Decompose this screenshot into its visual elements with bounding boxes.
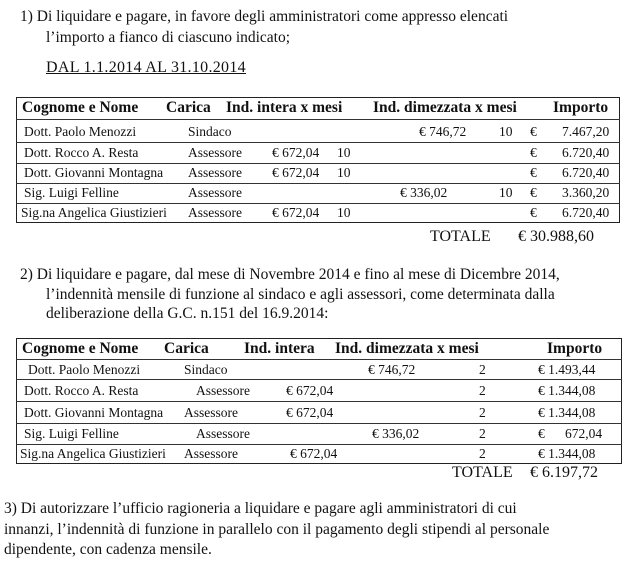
table1-row2-full-months: 10 (337, 145, 351, 160)
table2-row3-full: € 672,04 (286, 405, 334, 420)
table1-row5-currency: € (530, 205, 537, 220)
table2-row-divider (16, 401, 622, 402)
table1-row5-name: Sig.na Angelica Giustizieri (21, 205, 167, 220)
table2-row4-months: 2 (479, 426, 486, 441)
table2-row3-amount: € 1.344,08 (538, 405, 596, 420)
section3-line1: 3) Di autorizzare l’ufficio ragioneria a liquidare e pagare agli amministratori di cui (4, 500, 517, 517)
table2-row1-role: Sindaco (184, 362, 228, 377)
section3-line3: dipendente, con cadenza mensile. (4, 541, 212, 558)
table1-row3-amount: 6.720,40 (562, 165, 610, 180)
table1-row-divider (16, 203, 620, 204)
section2-line1: 2) Di liquidare e pagare, dal mese di Novembre 2014 e fino al mese di Dicembre 2014, (20, 266, 560, 283)
table2-row4-role: Assessore (196, 426, 250, 441)
table2-row2-name: Dott. Rocco A. Resta (24, 383, 139, 398)
table1-row2-currency: € (530, 145, 537, 160)
table1-row3-name: Dott. Giovanni Montagna (24, 165, 164, 180)
table2-row4-amount: € 672,04 (538, 426, 603, 441)
table1-header-half: Ind. dimezzata x mesi (373, 99, 517, 116)
table1-row1-half-months: 10 (499, 124, 513, 139)
table1-row4-half-months: 10 (499, 185, 513, 200)
table1-row4-half: € 336,02 (400, 185, 448, 200)
table2-row5-name: Sig.na Angelica Giustizieri (20, 446, 166, 461)
table2-row2-full: € 672,04 (286, 383, 334, 398)
table2-total-value: € 6.197,72 (530, 464, 598, 481)
table2-header-role: Carica (164, 340, 209, 357)
table1-header-divider (16, 119, 620, 120)
table1-row-divider (16, 142, 620, 143)
table1-row5-full-months: 10 (337, 205, 351, 220)
table1-row2-name: Dott. Rocco A. Resta (24, 145, 139, 160)
table2-header-amount: Importo (547, 340, 603, 357)
table1-row4-name: Sig. Luigi Felline (24, 185, 119, 200)
section1-line2: l’importo a fianco di ciascuno indicato; (46, 29, 291, 46)
table1-header-full: Ind. intera x mesi (226, 99, 343, 116)
table1-row5-amount: 6.720,40 (562, 205, 610, 220)
table2-row5-full: € 672,04 (290, 446, 338, 461)
table1-row-divider (16, 183, 620, 184)
table1-row1-half: € 746,72 (419, 124, 467, 139)
table2-total-label: TOTALE (452, 464, 513, 481)
table2-row4-name: Sig. Luigi Felline (24, 426, 119, 441)
table2-row-divider (16, 379, 622, 380)
table1-row1-amount: 7.467,20 (562, 124, 610, 139)
table1-header-name: Cognome e Nome (22, 99, 139, 116)
table1-row2-full: € 672,04 (272, 145, 320, 160)
section1-period: DAL 1.1.2014 AL 31.10.2014 (46, 59, 246, 76)
table1-header-role: Carica (166, 99, 211, 116)
table2-row3-name: Dott. Giovanni Montagna (24, 405, 164, 420)
table2-row2-months: 2 (479, 383, 486, 398)
table2-header-divider (16, 359, 622, 360)
table2-header-name: Cognome e Nome (22, 340, 139, 357)
table1-row4-role: Assessore (188, 185, 242, 200)
table1-row1-name: Dott. Paolo Menozzi (24, 124, 137, 139)
table1-row4-currency: € (530, 185, 537, 200)
table1-row3-role: Assessore (188, 165, 242, 180)
section3-line2: innanzi, l’indennità di funzione in parallelo con il pagamento degli stipendi al personale (4, 521, 550, 538)
table1-row3-currency: € (530, 165, 537, 180)
section2-line2: l’indennità mensile di funzione al sindaco e agli assessori, come determinata dalla (46, 286, 555, 303)
table2-row2-role: Assessore (196, 383, 250, 398)
table1-row2-amount: 6.720,40 (562, 145, 610, 160)
table2-row1-half: € 746,72 (368, 362, 416, 377)
table2-row2-amount: € 1.344,08 (538, 383, 596, 398)
table1-row2-role: Assessore (188, 145, 242, 160)
table2-row4-half: € 336,02 (372, 426, 420, 441)
table2-row3-months: 2 (479, 405, 486, 420)
table2-header-full: Ind. intera (244, 340, 315, 357)
table2-row1-name: Dott. Paolo Menozzi (28, 362, 141, 377)
table1-row5-role: Assessore (188, 205, 242, 220)
table2-row5-months: 2 (479, 446, 486, 461)
table2-row5-role: Assessore (184, 446, 238, 461)
table1-row3-full-months: 10 (337, 165, 351, 180)
table1-row3-full: € 672,04 (272, 165, 320, 180)
table1-total-value: € 30.988,60 (518, 228, 594, 245)
table2-row5-amount: € 1.344,08 (538, 446, 596, 461)
table1-row1-role: Sindaco (188, 124, 232, 139)
table2-row1-amount: € 1.493,44 (538, 362, 596, 377)
table2-header-half: Ind. dimezzata x mesi (335, 340, 479, 357)
table2-row1-months: 2 (479, 362, 486, 377)
table1-row5-full: € 672,04 (272, 205, 320, 220)
section2-line3: deliberazione della G.C. n.151 del 16.9.2014: (46, 305, 329, 322)
table2-row3-role: Assessore (184, 405, 238, 420)
table1-row-divider (16, 163, 620, 164)
table2-row-divider (16, 444, 622, 445)
table1-header-amount: Importo (553, 99, 609, 116)
table1-total-label: TOTALE (430, 228, 491, 245)
table1-row1-currency: € (530, 124, 537, 139)
table2-row-divider (16, 423, 622, 424)
table1-row4-amount: 3.360,20 (562, 185, 610, 200)
section1-line1: 1) Di liquidare e pagare, in favore degli amministratori come appresso elencati (20, 8, 509, 25)
